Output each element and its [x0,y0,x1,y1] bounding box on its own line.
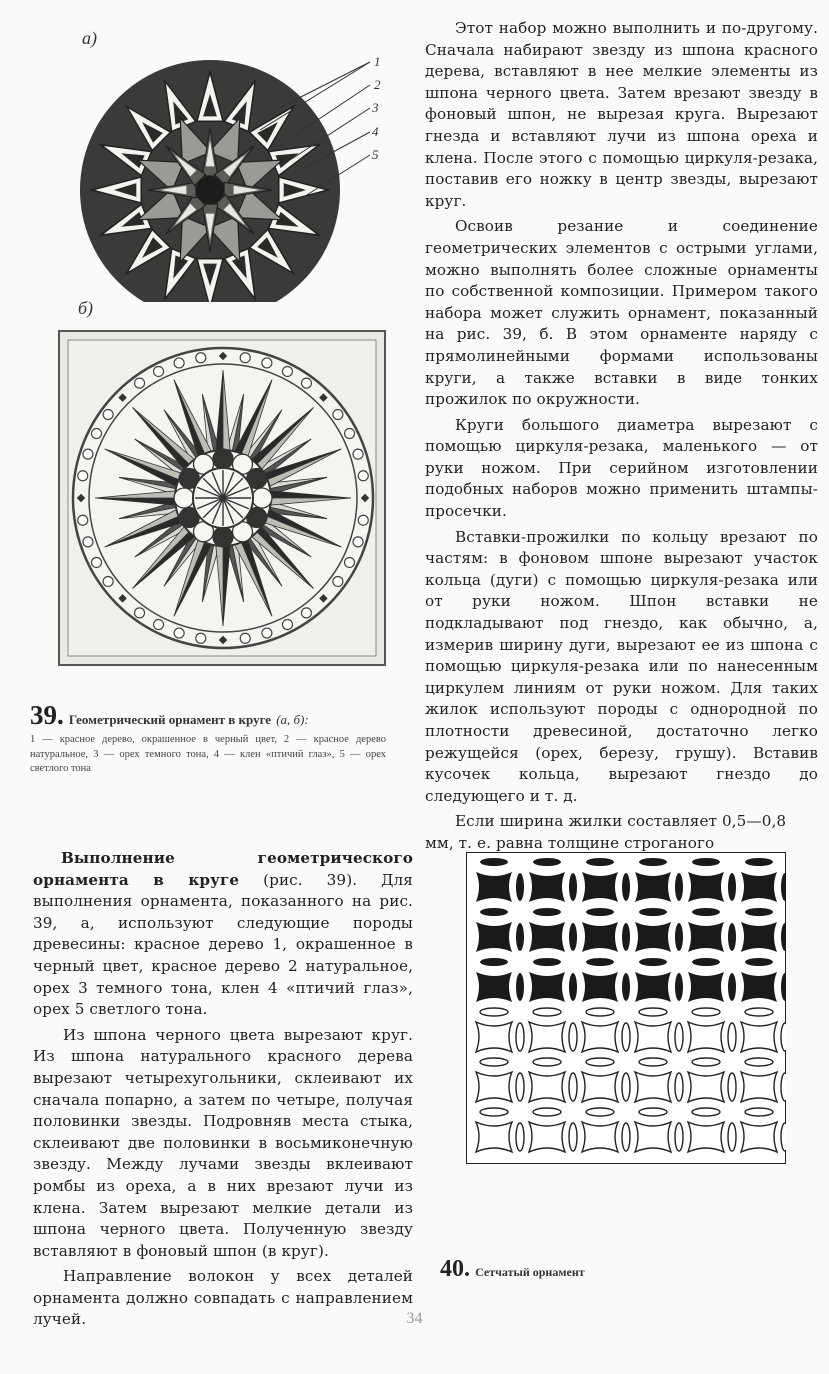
figure-39b-compass-ornament [58,330,388,668]
right-paragraph: Этот набор можно выполнить и по-другому. Сначала набирают звезду из шпона красного дерева, вставляют в нее мелкие элементы из шпона черного цвета. Затем врезают звезду в фоновый шпон, не вырезая круга. Вырезают гнезда и вставляют лучи из шпона ореха и клена. После этого с помощью циркуля-резака, поставив его ножку в центр звезды, вырезают круг. [425,19,818,210]
figure-39b-label: б) [78,298,94,318]
figure-39a-star-ornament [70,40,400,302]
page-number: 34 [406,1310,423,1327]
callout-4: 4 [372,124,379,139]
figure-39-caption [30,700,400,731]
figure-40-title: Сетчатый орнамент [475,1265,585,1279]
right-paragraph: Круги большого диаметра вырезают с помощью циркуля-резака, маленького — от руки ножом. При серийном изготовлении подобных наборов можно применить штампы-просечки. [425,415,818,521]
figure-40-lattice-ornament [466,852,786,1164]
left-column-text [33,848,413,1335]
callout-5: 5 [372,147,379,162]
section-intro-paragraph [33,848,413,1021]
figure-40-number: 40. [440,1256,470,1282]
figure-40-caption [440,1256,585,1283]
right-column-text [425,18,818,859]
figure-39a-label: а) [82,28,97,48]
right-paragraph: Вставки-прожилки по кольцу врезают по частям: в фоновом шпоне вырезают участок кольца (дуги) с помощью циркуля-резака или от руки ножом. Шпон вставки не подкладывают под гнездо, как обычно, а, измерив ширину дуги, вырезают ее из шпона с помощью циркуля-резака или по нанесенным циркулем линиям от руки ножом. Для таких жилок используют породы с однородной по плотности древесиной, достаточно легко режущейся (орех, березу, грушу). Вставив кусочек кольца, вырезают гнездо до следующего и т. д. [425,527,818,805]
callout-3: 3 [372,100,379,115]
left-paragraph: Направление волокон у всех деталей орнамента должно совпадать с направлением лучей. [33,1267,413,1329]
callout-1: 1 [374,54,381,69]
section-intro-text: (рис. 39). Для выполнения орнамента, показанного на рис. 39, а, используют следующие породы древесины: красное дерево 1, окрашенное в черный цвет, красное дерево 2 натуральное, орех 3 темного тона, клен 4 «птичий глаз», орех 5 светлого тона. [33,870,413,1019]
left-paragraph: Из шпона черного цвета вырезают круг. Из шпона натурального красного дерева вырезают четырехугольники, склеивают их сначала попарно, а затем по четыре, получая половинки звезды. Подровняв места стыка, склеивают две половинки в восьмиконечную звезду. Между лучами звезды вклеивают ромбы из ореха, а в них врезают лучи из клена. Затем вырезают мелкие детали из шпона черного цвета. Полученную звезду вставляют в фоновый шпон (в круг). [33,1025,413,1260]
right-paragraph: Освоив резание и соединение геометрических элементов с острыми углами, можно выполнять более сложные орнаменты по собственной композиции. Примером такого набора может служить орнамент, показанный на рис. 39, б. В этом орнаменте наряду с прямолинейными формами использованы круги, а также вставки в виде тонких прожилок по окружности. [425,217,818,409]
figure-39-legend: 1 — красное дерево, окрашенное в черный цвет, 2 — красное дерево натуральное, 3 — орех темного тона, 4 — клен «птичий глаз», 5 — орех светлого тона [30,734,386,774]
figure-39-number: 39. [30,700,64,730]
section-heading: Выполнение геометрического орнамента в круге [33,849,413,889]
right-paragraph: Если ширина жилки составляет 0,5—0,8 мм, т. е. равна толщине строганого [425,812,787,852]
figure-39-title: Геометрический орнамент в круге [68,712,272,727]
callout-2: 2 [374,77,381,92]
figure-39-title-suffix: (а, б): [276,712,309,727]
